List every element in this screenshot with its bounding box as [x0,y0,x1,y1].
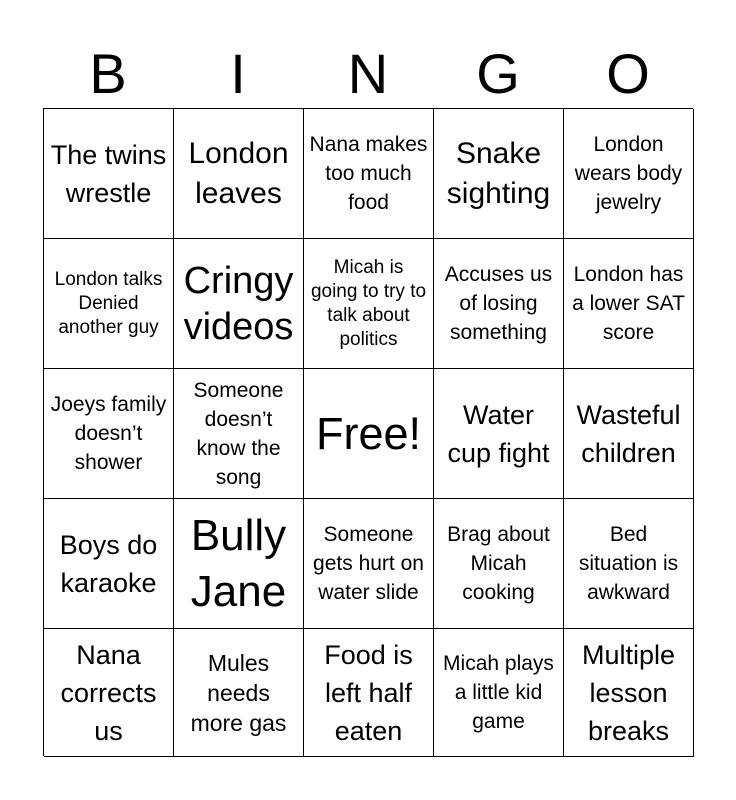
cell-text: London talks Denied another guy [54,268,163,338]
bingo-cell[interactable] [434,239,564,369]
bingo-cell[interactable] [564,629,694,757]
cell-text: Snake sighting [446,136,551,210]
bingo-cell[interactable] [434,629,564,757]
bingo-cell[interactable] [304,499,434,629]
cell-text: Someone doesn’t know the song [193,378,284,489]
cell-text: Brag about Micah cooking [447,523,550,604]
bingo-cell[interactable] [564,109,694,239]
cell-text: Nana corrects us [60,639,157,746]
cell-text: Someone gets hurt on water slide [313,523,424,604]
bingo-cell[interactable] [174,109,304,239]
cell-text: Food is left half eaten [324,639,413,746]
bingo-cell[interactable] [44,109,174,239]
bingo-cell[interactable] [304,109,434,239]
bingo-cell[interactable] [564,369,694,499]
header-letter-n: N [347,42,389,105]
cell-text: London has a lower SAT score [572,263,685,344]
cell-text: Bed situation is awkward [578,523,679,604]
bingo-cell[interactable] [174,629,304,757]
cell-text: Wasteful children [576,399,681,468]
header-letter-b: B [89,42,127,105]
bingo-cell[interactable] [44,369,174,499]
cell-text: Bully Jane [190,510,287,616]
bingo-cell[interactable] [434,499,564,629]
cell-text: London wears body jewelry [574,133,683,214]
bingo-cell[interactable] [174,499,304,629]
bingo-cell[interactable] [174,369,304,499]
cell-text: Free! [315,407,422,459]
bingo-cell[interactable] [564,499,694,629]
bingo-cell[interactable] [44,499,174,629]
cell-text: Multiple lesson breaks [581,639,676,746]
cell-text: Joeys family doesn’t shower [50,393,167,474]
bingo-header [43,40,693,108]
cell-text: Nana makes too much food [309,133,428,214]
cell-text: Boys do karaoke [59,529,158,598]
bingo-cell[interactable] [564,239,694,369]
bingo-cell[interactable] [434,109,564,239]
header-letter-g: G [476,42,520,105]
cell-text: Water cup fight [447,399,550,468]
bingo-grid [43,108,693,756]
bingo-cell[interactable] [434,369,564,499]
cell-text: The twins wrestle [50,139,167,208]
bingo-cell[interactable] [174,239,304,369]
cell-text: Accuses us of losing something [444,263,553,344]
bingo-cell[interactable] [44,629,174,757]
bingo-cell[interactable] [44,239,174,369]
cell-text: London leaves [188,136,289,210]
cell-text: Micah plays a little kid game [443,652,554,733]
header-letter-i: I [230,42,246,105]
cell-text: Micah is going to try to talk about politics [310,256,427,350]
bingo-cell[interactable] [304,239,434,369]
cell-text: Cringy videos [183,259,294,348]
header-letter-o: O [606,42,650,105]
bingo-cell[interactable] [304,629,434,757]
cell-text: Mules needs more gas [190,649,287,736]
bingo-cell-free[interactable] [304,369,434,499]
